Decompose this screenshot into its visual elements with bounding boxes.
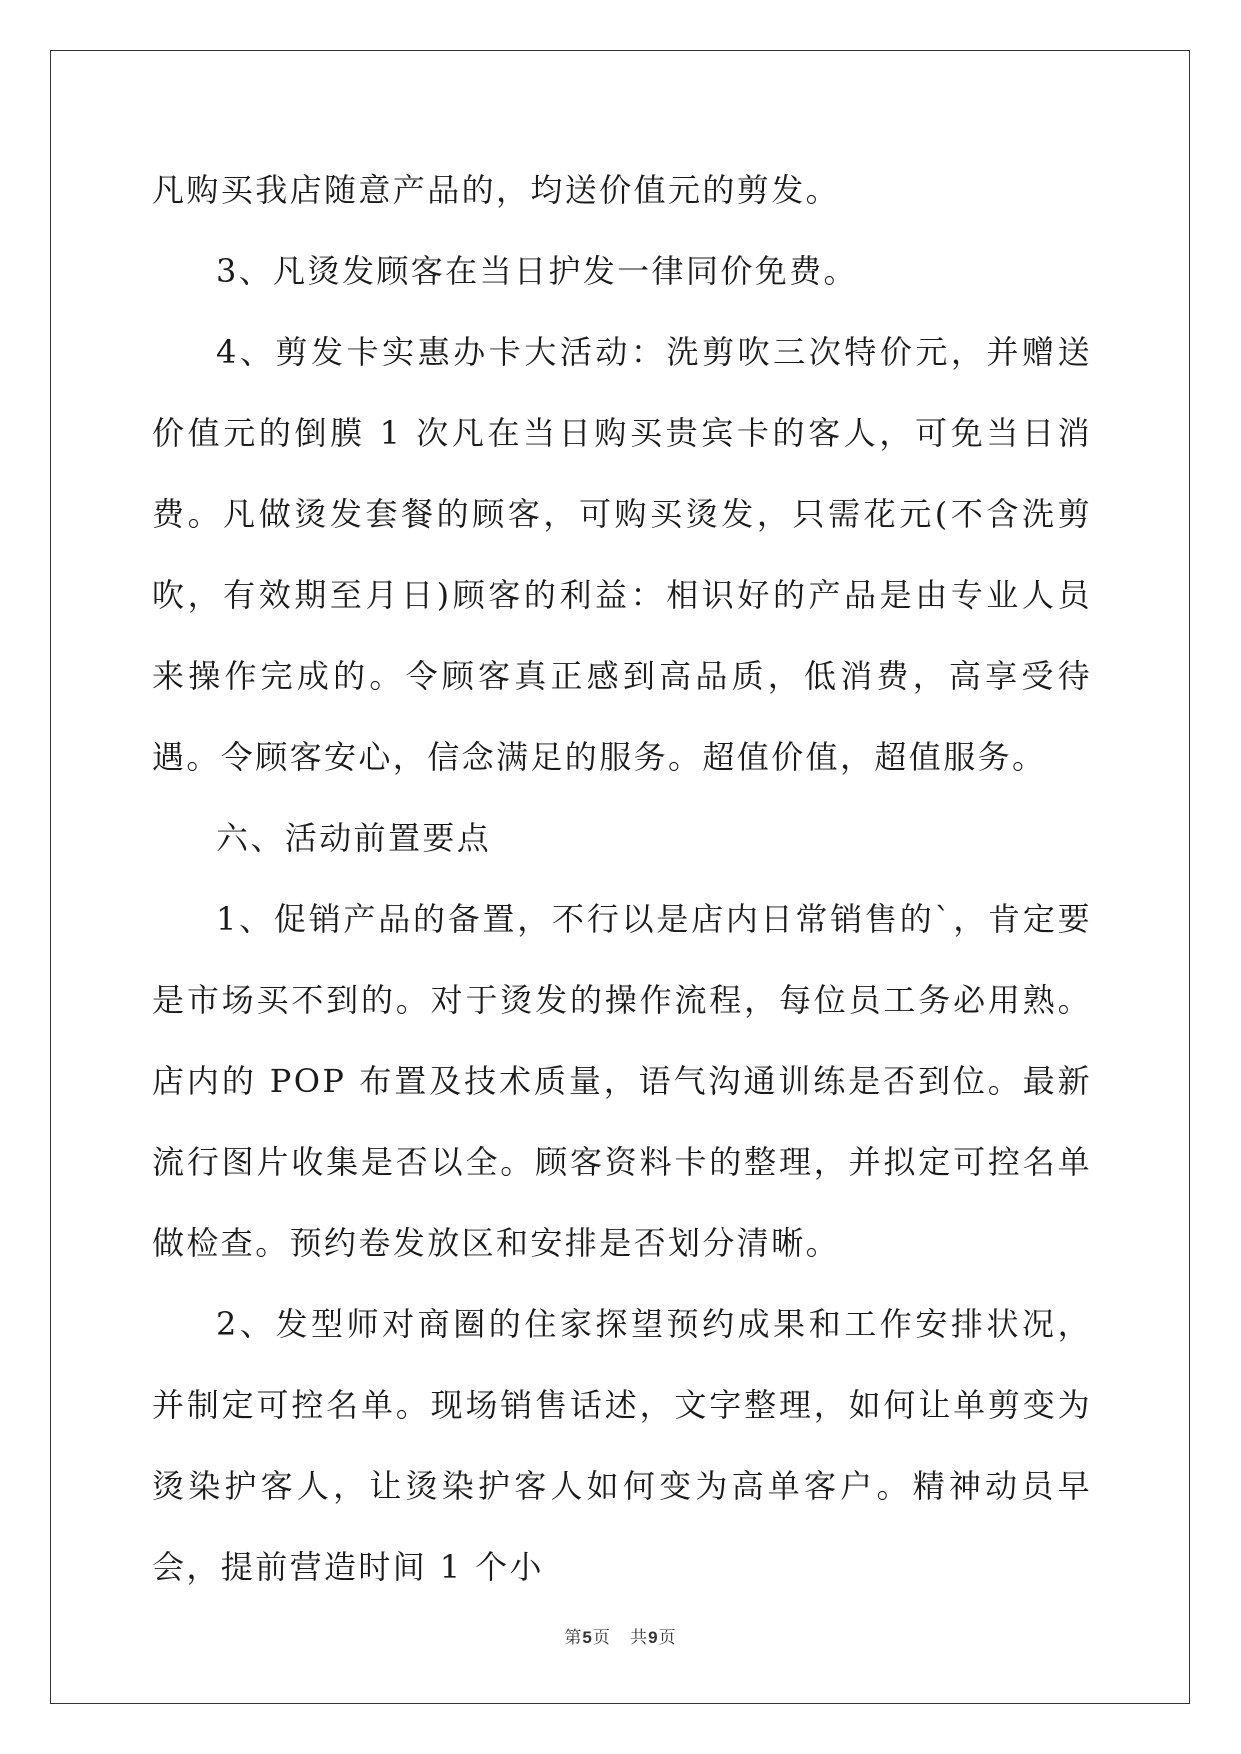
footer-total-prefix: 共 bbox=[630, 1628, 649, 1648]
current-page-number: 5 bbox=[582, 1628, 593, 1647]
section-heading: 六、活动前置要点 bbox=[216, 819, 492, 857]
paragraph-3: 4、剪发卡实惠办卡大活动：洗剪吹三次特价元，并赠送价值元的倒膜 1 次凡在当日购买贵宾卡的客人，可免当日消费。凡做烫发套餐的顾客，可购买烫发，只需花元(不含洗剪吹，有效期至月日)顾客的利益：相识好的产品是由专业人员来操作完成的。令顾客真正感到高品质，低消费，高享受待遇。令顾客安心，信念满足的服务。超值价值，超值服务。 bbox=[152, 333, 1092, 776]
document-body bbox=[152, 150, 1092, 1608]
footer-prefix: 第 bbox=[564, 1628, 583, 1648]
paragraph-5: 2、发型师对商圈的住家探望预约成果和工作安排状况，并制定可控名单。现场销售话述，文字整理，如何让单剪变为烫染护客人，让烫染护客人如何变为高单客户。精神动员早会，提前营造时间 1 个小 bbox=[152, 1305, 1092, 1586]
footer-total-suffix: 页 bbox=[658, 1628, 677, 1648]
footer-page-suffix: 页 bbox=[592, 1628, 611, 1648]
paragraph-2: 3、凡烫发顾客在当日护发一律同价免费。 bbox=[216, 252, 858, 290]
paragraph-1: 凡购买我店随意产品的，均送价值元的剪发。 bbox=[152, 171, 841, 209]
page-footer bbox=[0, 1623, 1241, 1648]
total-page-number: 9 bbox=[648, 1628, 659, 1647]
paragraph-4: 1、促销产品的备置，不行以是店内日常销售的`，肯定要是市场买不到的。对于烫发的操作流程，每位员工务必用熟。店内的 POP 布置及技术质量，语气沟通训练是否到位。最新流行图片收集是否以全。顾客资料卡的整理，并拟定可控名单做检查。预约卷发放区和安排是否划分清晰。 bbox=[152, 900, 1092, 1262]
